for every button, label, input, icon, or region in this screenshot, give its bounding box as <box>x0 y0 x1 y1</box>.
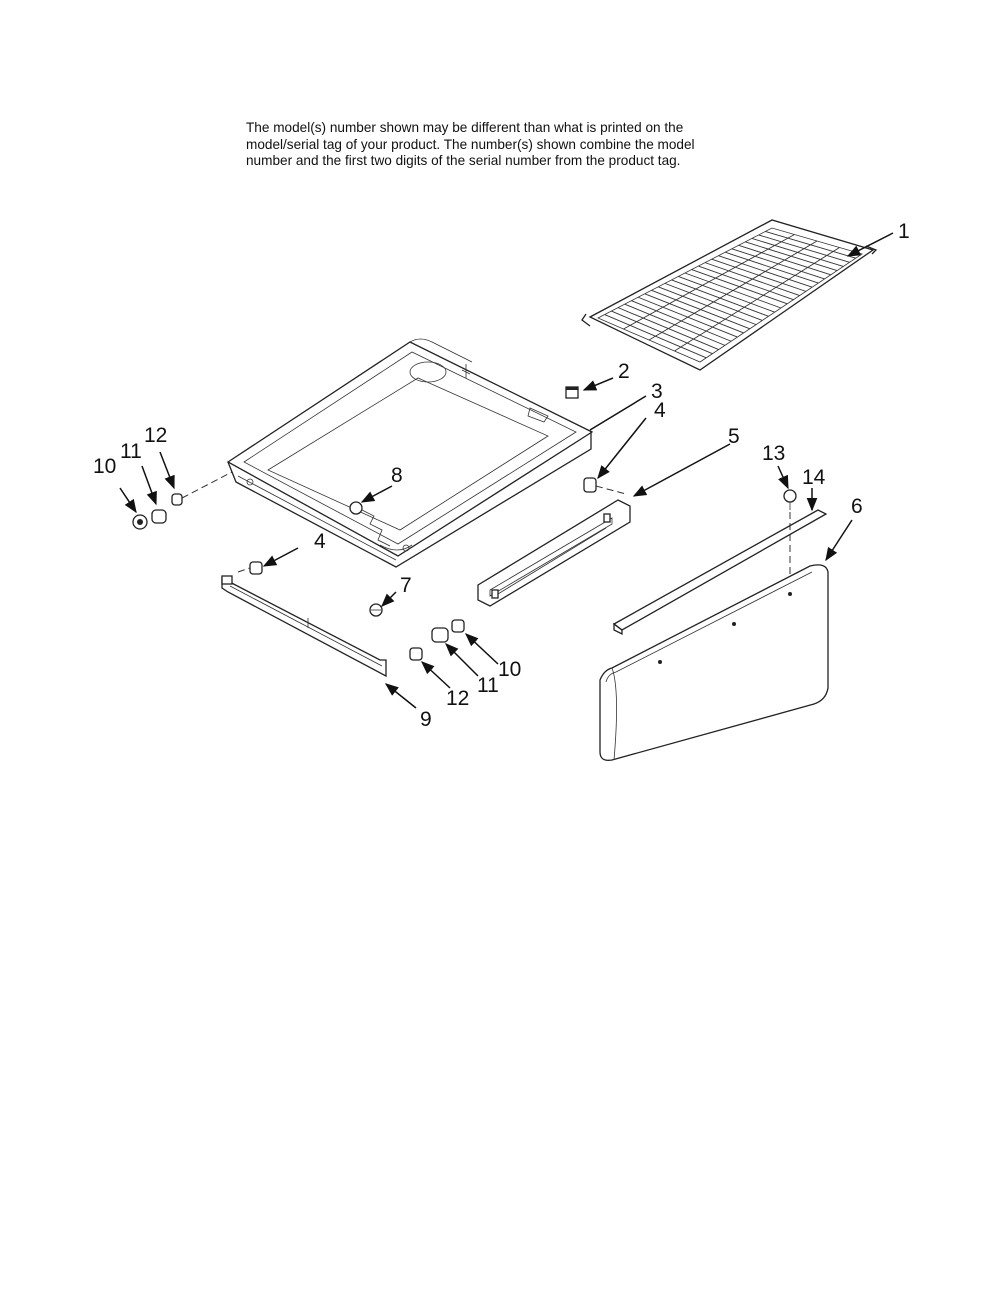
callout-12-right: 12 <box>446 687 470 710</box>
callout-5: 5 <box>728 425 740 448</box>
leader-arrows <box>120 233 893 708</box>
callout-2: 2 <box>618 360 630 383</box>
callout-3: 3 <box>651 380 663 403</box>
bushing-upper <box>584 478 626 494</box>
callout-10-left: 10 <box>93 455 117 478</box>
clip-part <box>566 387 578 398</box>
note-line-2: model/serial tag of your product. The number(s) shown combine the model <box>246 136 695 152</box>
callout-13: 13 <box>762 442 786 465</box>
callout-1: 1 <box>898 220 910 243</box>
callout-8: 8 <box>391 464 403 487</box>
callout-14: 14 <box>802 466 826 489</box>
slide-rail-left <box>222 576 386 676</box>
callout-11-right: 11 <box>477 674 499 697</box>
screw-8 <box>350 502 390 546</box>
callout-9: 9 <box>420 708 432 731</box>
screw-7 <box>370 604 382 616</box>
callout-6: 6 <box>851 495 863 518</box>
callout-7: 7 <box>400 574 412 597</box>
callout-4-upper: 4 <box>654 399 666 422</box>
callout-10-right: 10 <box>498 658 522 681</box>
callout-11-left: 11 <box>120 440 142 463</box>
oven-rack <box>582 220 876 370</box>
drawer-tray <box>228 339 592 567</box>
drawer-front-panel <box>600 565 828 760</box>
callout-4-lower: 4 <box>314 530 326 553</box>
slide-rail-right <box>478 500 630 606</box>
callout-12-left: 12 <box>144 424 168 447</box>
bushing-lower <box>238 562 262 574</box>
note-line-1: The model(s) number shown may be different than what is printed on the <box>246 120 684 135</box>
note-line-3: number and the first two digits of the serial number from the product tag. <box>246 153 681 168</box>
